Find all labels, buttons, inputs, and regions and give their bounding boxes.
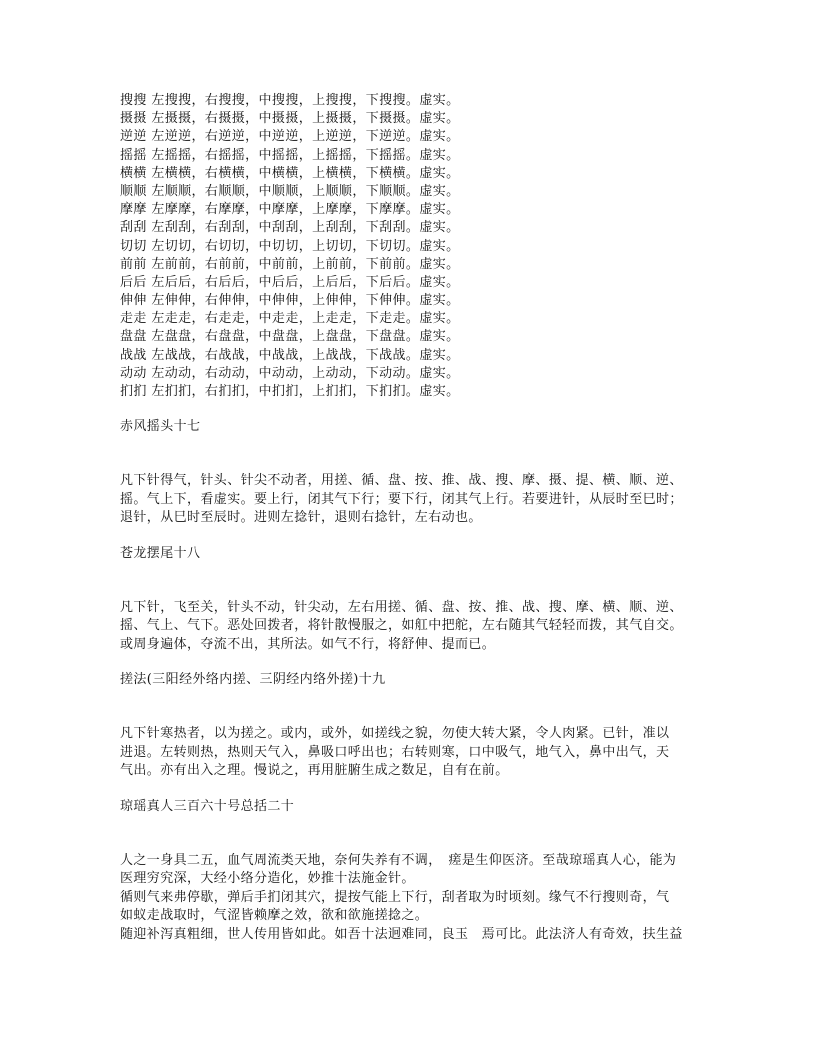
- list-line: 战战 左战战，右战战，中战战，上战战，下战战。虚实。: [120, 347, 460, 363]
- paragraph-line: 退针，从巳时至辰时。进则左捻针，退则右捻针，左右动也。: [120, 510, 482, 526]
- paragraph-line: 凡下针得气，针头、针尖不动者，用搓、循、盘、按、推、战、搜、摩、摄、提、横、顺、逆、: [120, 473, 683, 489]
- paragraph-line: 医理穷究深，大经小络分造化，妙推十法施金针。: [120, 871, 415, 887]
- paragraph-line: 摇。气上下，看虚实。要上行，闭其气下行；要下行，闭其气上行。若要进针，从辰时至巳时；: [120, 491, 683, 507]
- paragraph-line: 循则气来弗停歇，弹后手扪闭其穴，提按气能上下行，刮者取为时顷刻。缘气不行搜则奇，气: [120, 889, 670, 905]
- section-cuofa: [120, 671, 705, 781]
- list-line: 切切 左切切，右切切，中切切，上切切，下切切。虚实。: [120, 238, 460, 254]
- technique-list: [120, 92, 705, 401]
- paragraph-line: 或周身遍体，夺流不出，其所法。如气不行，将舒伸、提而已。: [120, 636, 496, 652]
- section-heading: 赤风摇头十七: [120, 419, 201, 435]
- paragraph-line: 随迎补泻真粗细，世人传用皆如此。如吾十法迥难同，良玉 焉可比。此法济人有奇效，扶生益: [120, 926, 683, 942]
- paragraph-line: 凡下针，飞至关，针头不动，针尖动，左右用搓、循、盘、按、推、战、搜、摩、横、顺、逆、: [120, 599, 683, 615]
- section-heading: 琼瑶真人三百六十号总括二十: [120, 798, 295, 814]
- list-line: 前前 左前前，右前前，中前前，上前前，下前前。虚实。: [120, 256, 460, 272]
- list-line: 逆逆 左逆逆，右逆逆，中逆逆，上逆逆，下逆逆。虚实。: [120, 129, 460, 145]
- paragraph-line: 人之一身具二五，血气周流类天地，奈何失养有不调， 瘥是生仰医济。至哉琼瑶真人心，能为: [120, 852, 677, 868]
- list-line: 摇摇 左摇摇，右摇摇，中摇摇，上摇摇，下摇摇。虚实。: [120, 147, 460, 163]
- section-paragraph: [120, 599, 705, 655]
- list-line: 摩摩 左摩摩，右摩摩，中摩摩，上摩摩，下摩摩。虚实。: [120, 202, 460, 218]
- section-heading: 苍龙摆尾十八: [120, 545, 201, 561]
- list-line: 顺顺 左顺顺，右顺顺，中顺顺，上顺顺，下顺顺。虚实。: [120, 183, 460, 199]
- section-paragraph: [120, 472, 705, 528]
- list-line: 搜搜 左搜搜，右搜搜，中搜搜，上搜搜，下搜搜。虚实。: [120, 93, 460, 108]
- paragraph-line: 凡下针寒热者，以为搓之。或内，或外，如搓线之貌，勿使大转大紧，令人肉紧。已针，准以: [120, 726, 670, 742]
- list-line: 盘盘 左盘盘，右盘盘，中盘盘，上盘盘，下盘盘。虚实。: [120, 329, 460, 345]
- paragraph-line: 气出。亦有出入之理。慢说之，再用脏腑生成之数足，自有在前。: [120, 763, 509, 779]
- document-page: [120, 92, 705, 944]
- list-line: 摄摄 左摄摄，右摄摄，中摄摄，上摄摄，下摄摄。虚实。: [120, 111, 460, 127]
- list-line: 扪扪 左扪扪，右扪扪，中扪扪，上扪扪，下扪扪。虚实。: [120, 384, 460, 399]
- section-qiongyao: [120, 798, 705, 945]
- paragraph-line: 摇、气上、气下。恶处回拨者，将针散慢服之，如舡中把舵，左右随其气轻轻而拨，其气自交。: [120, 618, 683, 634]
- section-paragraph: [120, 725, 705, 781]
- list-line: 后后 左后后，右后后，中后后，上后后，下后后。虚实。: [120, 274, 460, 290]
- list-line: 伸伸 左伸伸，右伸伸，中伸伸，上伸伸，下伸伸。虚实。: [120, 293, 460, 309]
- list-line: 横横 左横横，右横横，中横横，上横横，下横横。虚实。: [120, 165, 460, 181]
- paragraph-line: 进退。左转则热，热则天气入，鼻吸口呼出也；右转则寒，口中吸气，地气入，鼻中出气，天: [120, 744, 670, 760]
- section-chifeng: [120, 418, 705, 528]
- list-line: 走走 左走走，右走走，中走走，上走走，下走走。虚实。: [120, 311, 460, 327]
- paragraph-line: 如蚁走战取时，气涩皆赖摩之效，欲和欲施搓捻之。: [120, 908, 429, 924]
- list-line: 刮刮 左刮刮，右刮刮，中刮刮，上刮刮，下刮刮。虚实。: [120, 220, 460, 236]
- section-canglong: [120, 545, 705, 655]
- section-heading: 搓法(三阳经外络内搓、三阴经内络外搓)十九: [120, 672, 386, 688]
- list-line: 动动 左动动，右动动，中动动，上动动，下动动。虚实。: [120, 365, 460, 381]
- section-paragraph: [120, 852, 705, 945]
